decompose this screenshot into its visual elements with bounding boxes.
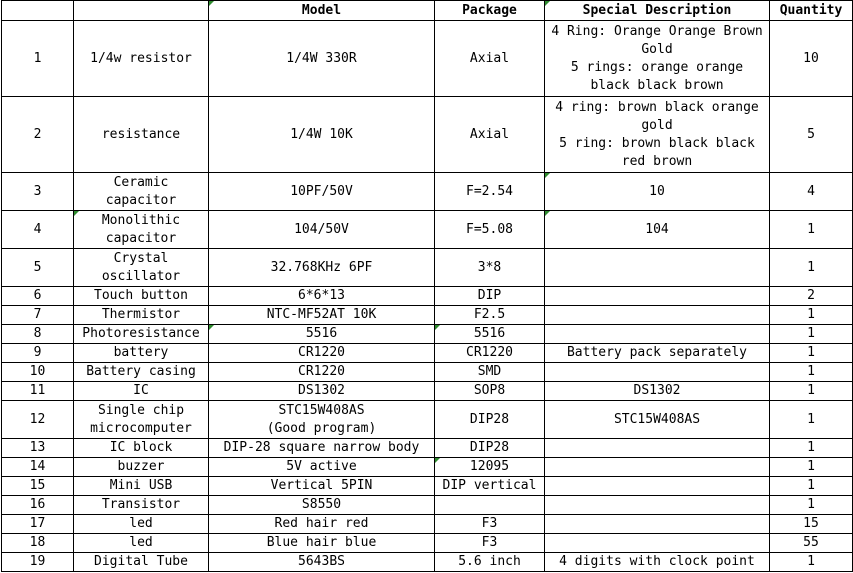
row-number-cell: 19 (2, 553, 74, 572)
package-cell: 3*8 (435, 249, 545, 287)
package-cell: SOP8 (435, 382, 545, 401)
part-name-line: Monolithic (101, 212, 181, 228)
model-cell: DIP-28 square narrow body (209, 439, 435, 458)
row-number-cell: 14 (2, 458, 74, 477)
row-number-cell: 1 (2, 21, 74, 97)
special-description-cell (545, 21, 770, 97)
model-cell: 5643BS (209, 553, 435, 572)
package-cell: Axial (435, 97, 545, 173)
special-description-cell (545, 477, 770, 496)
part-name-cell: IC block (74, 439, 209, 458)
special-description-cell (545, 363, 770, 382)
model-cell: 5516 (209, 325, 435, 344)
package-cell: F=2.54 (435, 173, 545, 211)
part-name-line: Single chip (97, 402, 185, 418)
special-description-cell: STC15W408AS (545, 401, 770, 439)
model-line: (Good program) (266, 420, 377, 436)
row-number-cell: 16 (2, 496, 74, 515)
table-row (2, 401, 853, 439)
model-cell: 32.768KHz 6PF (209, 249, 435, 287)
package-cell: F2.5 (435, 306, 545, 325)
table-row (2, 363, 853, 382)
quantity-cell: 5 (770, 97, 853, 173)
part-name-cell: Battery casing (74, 363, 209, 382)
row-number-cell: 8 (2, 325, 74, 344)
table-row (2, 534, 853, 553)
table-row (2, 382, 853, 401)
table-row (2, 344, 853, 363)
package-cell: CR1220 (435, 344, 545, 363)
part-name-cell: IC (74, 382, 209, 401)
special-description-cell: Battery pack separately (545, 344, 770, 363)
special-description-line: 5 rings: orange orange (570, 59, 744, 75)
table-row (2, 287, 853, 306)
quantity-cell: 1 (770, 249, 853, 287)
table-row (2, 515, 853, 534)
quantity-cell: 4 (770, 173, 853, 211)
row-number-cell: 2 (2, 97, 74, 173)
model-cell: CR1220 (209, 344, 435, 363)
package-cell: SMD (435, 363, 545, 382)
table-row (2, 553, 853, 572)
row-number-cell: 4 (2, 211, 74, 249)
table-row (2, 439, 853, 458)
part-name-line: capacitor (105, 230, 177, 246)
special-description-cell (545, 515, 770, 534)
part-name-cell (74, 173, 209, 211)
part-name-cell (74, 211, 209, 249)
package-cell (435, 496, 545, 515)
row-number-cell: 7 (2, 306, 74, 325)
special-description-line: 4 Ring: Orange Orange Brown (551, 23, 763, 39)
quantity-cell: 1 (770, 401, 853, 439)
row-number-cell: 6 (2, 287, 74, 306)
part-name-cell: led (74, 534, 209, 553)
package-cell: 5.6 inch (435, 553, 545, 572)
row-number-cell: 12 (2, 401, 74, 439)
model-cell: Blue hair blue (209, 534, 435, 553)
special-description-line: black black brown (590, 77, 724, 93)
special-description-cell: 104 (545, 211, 770, 249)
header-special-description: Special Description (545, 1, 770, 21)
model-cell: DS1302 (209, 382, 435, 401)
model-cell: 10PF/50V (209, 173, 435, 211)
table-row (2, 173, 853, 211)
package-cell: Axial (435, 21, 545, 97)
special-description-line: red brown (621, 153, 693, 169)
special-description-line: 5 ring: brown black black (559, 135, 755, 151)
part-name-cell: resistance (74, 97, 209, 173)
part-name-cell: Thermistor (74, 306, 209, 325)
model-line: STC15W408AS (278, 402, 365, 418)
model-cell: S8550 (209, 496, 435, 515)
row-number-cell: 5 (2, 249, 74, 287)
package-cell: F3 (435, 534, 545, 553)
special-description-cell (545, 287, 770, 306)
part-name-cell: led (74, 515, 209, 534)
special-description-cell (545, 306, 770, 325)
quantity-cell: 10 (770, 21, 853, 97)
table-row (2, 249, 853, 287)
table-row (2, 477, 853, 496)
part-name-cell: battery (74, 344, 209, 363)
package-cell: DIP28 (435, 439, 545, 458)
quantity-cell: 55 (770, 534, 853, 553)
row-number-cell: 18 (2, 534, 74, 553)
special-description-cell (545, 325, 770, 344)
model-cell: 1/4W 10K (209, 97, 435, 173)
part-name-cell (74, 401, 209, 439)
special-description-cell (545, 249, 770, 287)
table-row (2, 211, 853, 249)
row-number-cell: 11 (2, 382, 74, 401)
quantity-cell: 1 (770, 363, 853, 382)
row-number-cell: 9 (2, 344, 74, 363)
package-cell: DIP28 (435, 401, 545, 439)
quantity-cell: 1 (770, 344, 853, 363)
package-cell: F3 (435, 515, 545, 534)
quantity-cell: 2 (770, 287, 853, 306)
model-cell: 5V active (209, 458, 435, 477)
header-package: Package (435, 1, 545, 21)
row-number-cell: 15 (2, 477, 74, 496)
header-name (74, 1, 209, 21)
table-row (2, 325, 853, 344)
row-number-cell: 17 (2, 515, 74, 534)
special-description-cell (545, 97, 770, 173)
quantity-cell: 1 (770, 211, 853, 249)
special-description-cell: 4 digits with clock point (545, 553, 770, 572)
row-number-cell: 3 (2, 173, 74, 211)
part-name-cell: Touch button (74, 287, 209, 306)
part-name-cell: Digital Tube (74, 553, 209, 572)
package-cell: 12095 (435, 458, 545, 477)
part-name-cell: buzzer (74, 458, 209, 477)
row-number-cell: 10 (2, 363, 74, 382)
special-description-line: 4 ring: brown black orange (555, 99, 759, 115)
special-description-cell: 10 (545, 173, 770, 211)
special-description-cell (545, 439, 770, 458)
part-name-line: Crystal (113, 250, 169, 266)
table-row (2, 21, 853, 97)
part-name-cell: 1/4w resistor (74, 21, 209, 97)
part-name-cell: Photoresistance (74, 325, 209, 344)
parts-table (1, 0, 853, 572)
special-description-cell: DS1302 (545, 382, 770, 401)
quantity-cell: 1 (770, 306, 853, 325)
package-cell: DIP (435, 287, 545, 306)
part-name-cell (74, 249, 209, 287)
model-cell (209, 401, 435, 439)
model-cell: CR1220 (209, 363, 435, 382)
quantity-cell: 1 (770, 458, 853, 477)
part-name-cell: Transistor (74, 496, 209, 515)
quantity-cell: 1 (770, 439, 853, 458)
table-row (2, 97, 853, 173)
special-description-cell (545, 458, 770, 477)
header-row (2, 1, 853, 21)
table-row (2, 306, 853, 325)
model-cell: 104/50V (209, 211, 435, 249)
header-no (2, 1, 74, 21)
special-description-line: gold (641, 117, 673, 133)
quantity-cell: 15 (770, 515, 853, 534)
part-name-line: capacitor (105, 192, 177, 208)
model-cell: Red hair red (209, 515, 435, 534)
model-cell: Vertical 5PIN (209, 477, 435, 496)
part-name-line: Ceramic (113, 174, 169, 190)
table-row (2, 458, 853, 477)
part-name-cell: Mini USB (74, 477, 209, 496)
part-name-line: microcomputer (90, 420, 192, 436)
header-quantity: Quantity (770, 1, 853, 21)
quantity-cell: 1 (770, 382, 853, 401)
quantity-cell: 1 (770, 553, 853, 572)
part-name-line: oscillator (101, 268, 181, 284)
model-cell: NTC-MF52AT 10K (209, 306, 435, 325)
row-number-cell: 13 (2, 439, 74, 458)
special-description-cell (545, 496, 770, 515)
package-cell: DIP vertical (435, 477, 545, 496)
package-cell: 5516 (435, 325, 545, 344)
quantity-cell: 1 (770, 496, 853, 515)
table-row (2, 496, 853, 515)
header-model: Model (209, 1, 435, 21)
quantity-cell: 1 (770, 477, 853, 496)
package-cell: F=5.08 (435, 211, 545, 249)
model-cell: 1/4W 330R (209, 21, 435, 97)
quantity-cell: 1 (770, 325, 853, 344)
special-description-line: Gold (641, 41, 673, 57)
model-cell: 6*6*13 (209, 287, 435, 306)
special-description-cell (545, 534, 770, 553)
